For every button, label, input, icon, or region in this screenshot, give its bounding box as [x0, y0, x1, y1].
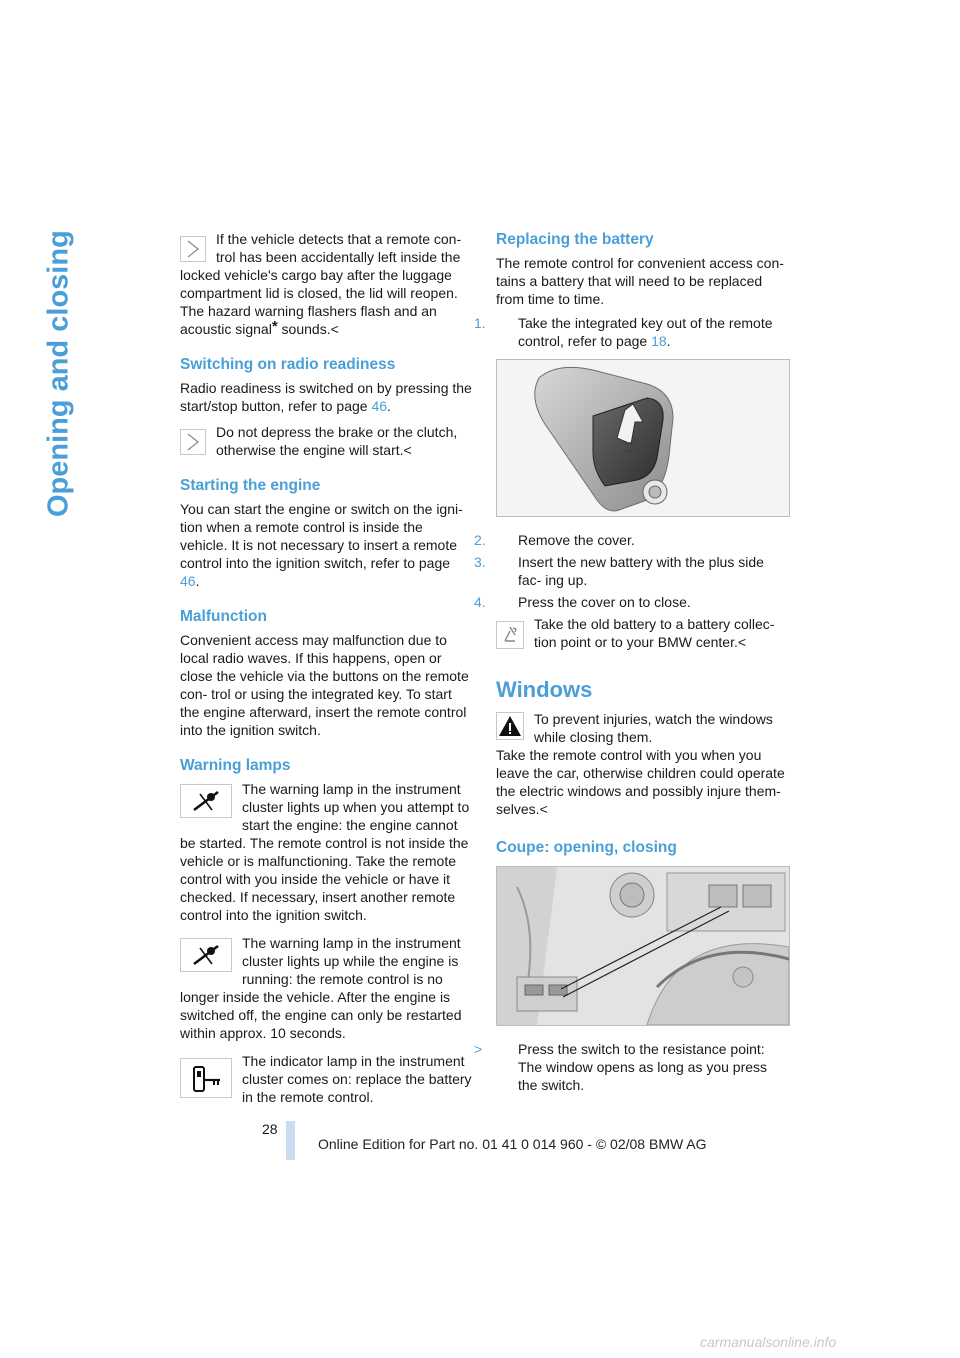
clutch-note-line1: Do not depress the brake or the clutch,	[216, 424, 458, 440]
window-switch-image	[496, 866, 790, 1026]
starting-text: You can start the engine or switch on the igni- tion when a remote control is inside the vehicle. It is not necessary to insert a remote control into the ignition switch, refer to page	[180, 501, 463, 571]
optional-equipment-star: *	[271, 318, 278, 335]
warning-text: Take the remote control with you when you leave the car, otherwise children could operate the electric windows and possibly injure them- selves.	[496, 747, 785, 817]
starting-text-end: .	[195, 573, 200, 589]
recycle-note-line2: tion point or to your BMW center.	[534, 634, 738, 650]
heading-malfunction: Malfunction	[180, 608, 267, 625]
end-mark: <	[737, 634, 747, 650]
step-4-text: Press the cover on to close.	[518, 594, 691, 610]
indicator-lamp-3	[180, 1052, 472, 1106]
window-switch-illustration	[497, 867, 789, 1025]
step-1-text: Take the integrated key out of the remote control, refer to page	[518, 315, 773, 349]
page-number: 28	[262, 1121, 278, 1137]
malfunction-text: Convenient access may malfunction due to local radio waves. If this happens, open or close the vehicle via the buttons on the remote con- trol or using the integrated key. To start the engine afterward, insert the remote control into the ignition switch.	[180, 632, 469, 738]
step-number: 4.	[474, 594, 486, 610]
warning-triangle-icon	[496, 712, 524, 740]
edition-footer: Online Edition for Part no. 01 41 0 014 960 - © 02/08 BMW AG	[318, 1136, 707, 1152]
coupe-bullet	[474, 1040, 790, 1094]
radio-text: Radio readiness is switched on by pressing the start/stop button, refer to page	[180, 380, 472, 414]
heading-starting-engine: Starting the engine	[180, 477, 321, 494]
step-3	[474, 553, 790, 589]
watermark: carmanualsonline.info	[700, 1334, 837, 1350]
lamp1-indent-text: The warning lamp in the instrument cluster lights up when you attempt to start the engine: the engine cannot	[242, 781, 470, 833]
step-2-text: Remove the cover.	[518, 532, 635, 548]
warning-line1: To prevent injuries, watch the windows	[534, 711, 773, 727]
remote-battery-icon	[180, 1058, 232, 1098]
heading-windows: Windows	[496, 677, 593, 702]
cargo-note-tail: sounds.	[277, 321, 331, 337]
lamp2-text: longer inside the vehicle. After the engine is switched off, the engine can only be restarted within approx. 10 seconds.	[180, 989, 462, 1041]
note-arrow-icon	[180, 429, 206, 455]
page-link-46[interactable]: 46	[371, 398, 388, 414]
left-column	[180, 230, 472, 1106]
remote-control-image	[496, 359, 790, 517]
cargo-note	[180, 230, 472, 338]
remote-cover-illustration	[497, 360, 789, 516]
end-mark: <	[330, 321, 339, 337]
end-mark: <	[539, 801, 548, 817]
step-number: 1.	[474, 315, 486, 331]
note-arrow-icon	[180, 236, 206, 262]
step-number: 2.	[474, 532, 486, 548]
step-2	[474, 531, 790, 549]
lamp1-text: be started. The remote control is not inside the vehicle or is malfunctioning. Take the remote control with you inside the vehicle or have it checked. If necessary, insert another remote control into the ignition switch.	[180, 835, 469, 923]
bullet-marker: >	[474, 1041, 483, 1057]
key-slash-warning-icon	[180, 784, 232, 818]
windows-warning	[496, 710, 790, 818]
step-3-text: Insert the new battery with the plus side fac- ing up.	[518, 554, 764, 588]
heading-warning-lamps: Warning lamps	[180, 757, 291, 774]
right-column	[474, 230, 790, 1094]
recycling-icon	[496, 621, 524, 649]
clutch-note-line2: otherwise the engine will start.	[216, 442, 404, 458]
warning-lamp-1	[180, 780, 472, 924]
lamp2-indent-text: The warning lamp in the instrument cluster lights up while the engine is running: the remote control is no	[242, 935, 461, 987]
page-link-46[interactable]: 46	[180, 573, 196, 589]
cargo-note-line1: If the vehicle detects that a remote con-	[216, 231, 462, 247]
recycle-note	[496, 615, 790, 651]
clutch-note	[180, 423, 472, 459]
radio-text-end: .	[387, 398, 391, 414]
warning-line2: while closing them.	[534, 729, 653, 745]
cargo-note-line2: trol has been accidentally left inside the	[216, 249, 461, 265]
heading-radio-readiness: Switching on radio readiness	[180, 356, 396, 373]
step-4	[474, 593, 790, 611]
end-mark: <	[403, 442, 412, 458]
step-1	[474, 314, 790, 350]
lamp3-indent-text: The indicator lamp in the instrument cluster comes on: replace the battery in the remote control.	[242, 1053, 472, 1105]
heading-replacing-battery: Replacing the battery	[496, 231, 654, 248]
footer-accent-bar	[286, 1121, 295, 1160]
cargo-note-text: locked vehicle's cargo bay after the luggage compartment lid is closed, the lid will reopen. The hazard warning flashers flash and an acoustic signal	[180, 267, 458, 337]
battery-intro: The remote control for convenient access con- tains a battery that will need to be replaced from time to time.	[496, 255, 784, 307]
warning-lamp-2	[180, 934, 472, 1042]
section-title: Opening and closing	[42, 230, 75, 517]
page-link-18[interactable]: 18	[651, 333, 667, 349]
coupe-bullet-text: Press the switch to the resistance point: The window opens as long as you press the switch.	[518, 1041, 768, 1093]
step-1-end: .	[666, 333, 671, 349]
recycle-note-line1: Take the old battery to a battery collec-	[534, 616, 775, 632]
step-number: 3.	[474, 554, 486, 570]
key-slash-warning-icon	[180, 938, 232, 972]
heading-coupe: Coupe: opening, closing	[496, 839, 677, 856]
